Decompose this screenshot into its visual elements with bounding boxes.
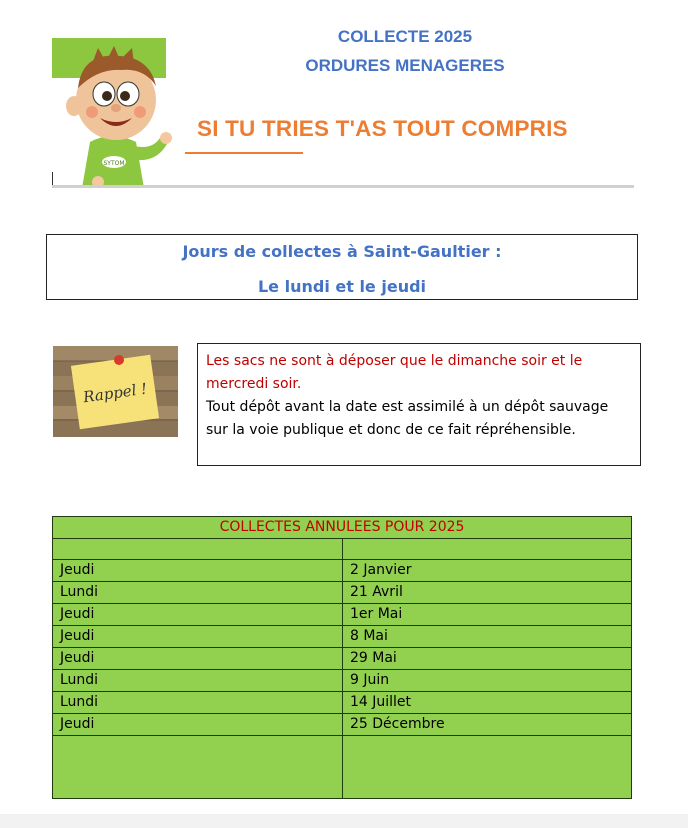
- row-day: Lundi: [53, 692, 343, 714]
- document-title: COLLECTE 2025: [337, 27, 473, 46]
- page-bottom-strip: [0, 814, 688, 828]
- table-cell: [53, 539, 343, 560]
- reminder-drop-off-text: Les sacs ne sont à déposer que le dimanche soir et le mercredi soir.: [206, 353, 583, 392]
- table-row: [53, 582, 632, 604]
- row-day: Lundi: [53, 582, 343, 604]
- reminder-box: [197, 343, 641, 466]
- row-date: 29 Mai: [343, 648, 632, 670]
- row-date: 14 Juillet: [343, 692, 632, 714]
- document-subtitle: ORDURES MENAGERES: [305, 56, 505, 75]
- collection-days-value: Le lundi et le jeudi: [257, 277, 427, 296]
- slogan-underline: [185, 152, 303, 154]
- row-date: 9 Juin: [343, 670, 632, 692]
- reminder-warning-text: Tout dépôt avant la date est assimilé à un dépôt sauvage sur la voie publique et donc de ce fait répréhensible.: [206, 399, 609, 438]
- row-date: 8 Mai: [343, 626, 632, 648]
- table-row: [53, 604, 632, 626]
- table-row: [53, 648, 632, 670]
- row-day: Jeudi: [53, 604, 343, 626]
- table-cell: [53, 736, 343, 799]
- header-divider: [52, 185, 634, 188]
- table-row: [53, 714, 632, 736]
- table-title: COLLECTES ANNULEES POUR 2025: [53, 517, 632, 539]
- row-day: Jeudi: [53, 560, 343, 582]
- reminder-note-label: Rappel !: [82, 379, 149, 407]
- row-date: 21 Avril: [343, 582, 632, 604]
- row-date: 25 Décembre: [343, 714, 632, 736]
- row-day: Lundi: [53, 670, 343, 692]
- table-row: [53, 626, 632, 648]
- slogan: SI TU TRIES T'AS TOUT COMPRIS: [197, 116, 568, 141]
- table-row: [53, 560, 632, 582]
- reminder-note-image: [53, 346, 178, 437]
- mascot-logo-text: SYTOM: [103, 160, 125, 167]
- row-date: 1er Mai: [343, 604, 632, 626]
- mascot-illustration: [52, 38, 182, 188]
- row-date: 2 Janvier: [343, 560, 632, 582]
- cancelled-collections-table: [52, 516, 632, 799]
- table-cell: [343, 736, 632, 799]
- collection-days-heading: Jours de collectes à Saint-Gaultier :: [182, 242, 502, 261]
- row-day: Jeudi: [53, 626, 343, 648]
- row-day: Jeudi: [53, 714, 343, 736]
- table-row: [53, 670, 632, 692]
- row-day: Jeudi: [53, 648, 343, 670]
- table-cell: [343, 539, 632, 560]
- table-row: [53, 692, 632, 714]
- collection-days-box: [46, 234, 638, 300]
